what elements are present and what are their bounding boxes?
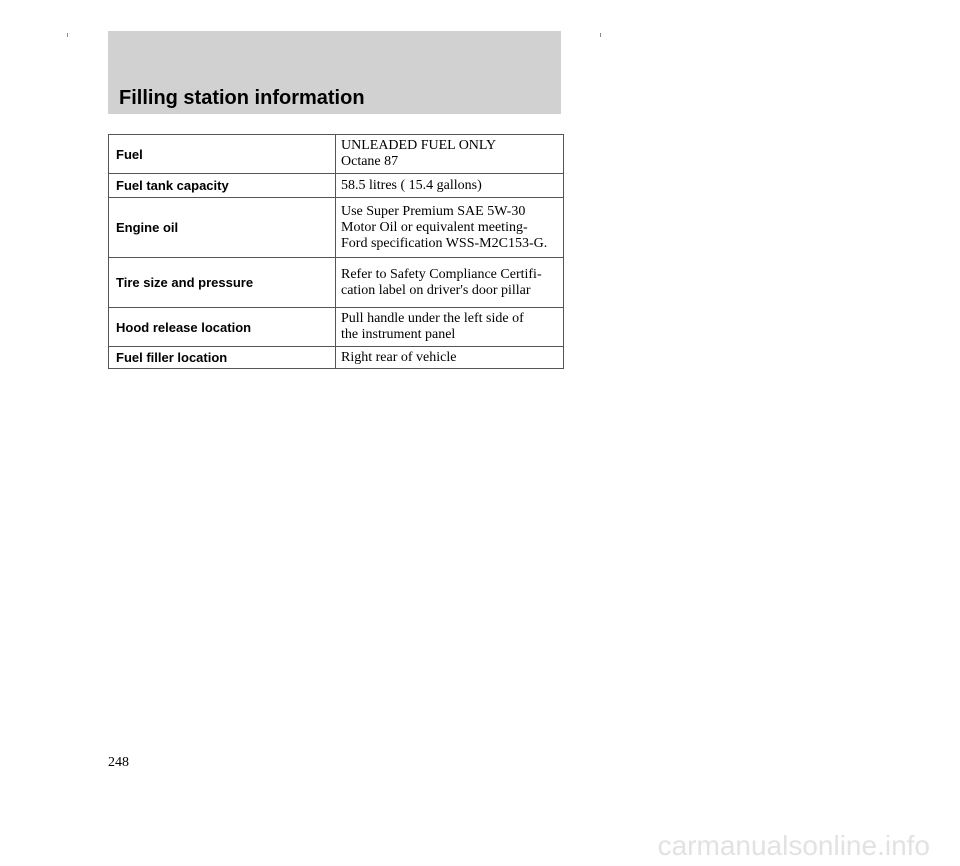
row-value: Pull handle under the left side of the instrument panel (336, 308, 564, 347)
table-row-tire-size-and-pressure (109, 258, 564, 308)
row-label: Fuel filler location (109, 347, 336, 369)
watermark: carmanualsonline.info (657, 830, 930, 861)
row-value: Use Super Premium SAE 5W-30 Motor Oil or equivalent meeting- Ford specification WSS-M2C153-G. (336, 198, 564, 258)
row-value: 58.5 litres ( 15.4 gallons) (336, 174, 564, 198)
row-value: Refer to Safety Compliance Certifi- cation label on driver's door pillar (336, 258, 564, 308)
row-label: Engine oil (109, 198, 336, 258)
table-row-fuel-tank-capacity (109, 174, 564, 198)
row-label: Tire size and pressure (109, 258, 336, 308)
section-header-band (108, 31, 561, 114)
row-value: Right rear of vehicle (336, 347, 564, 369)
table-row-hood-release-location (109, 308, 564, 347)
row-label: Hood release location (109, 308, 336, 347)
filling-station-table (108, 134, 564, 369)
table-row-fuel-filler-location (109, 347, 564, 369)
table-row-fuel (109, 135, 564, 174)
row-label: Fuel tank capacity (109, 174, 336, 198)
crop-mark-right (600, 33, 601, 37)
page-number: 248 (108, 755, 129, 770)
page-title: Filling station information (119, 87, 365, 109)
row-value: UNLEADED FUEL ONLY Octane 87 (336, 135, 564, 174)
table-row-engine-oil (109, 198, 564, 258)
crop-mark-left (67, 33, 68, 37)
row-label: Fuel (109, 135, 336, 174)
